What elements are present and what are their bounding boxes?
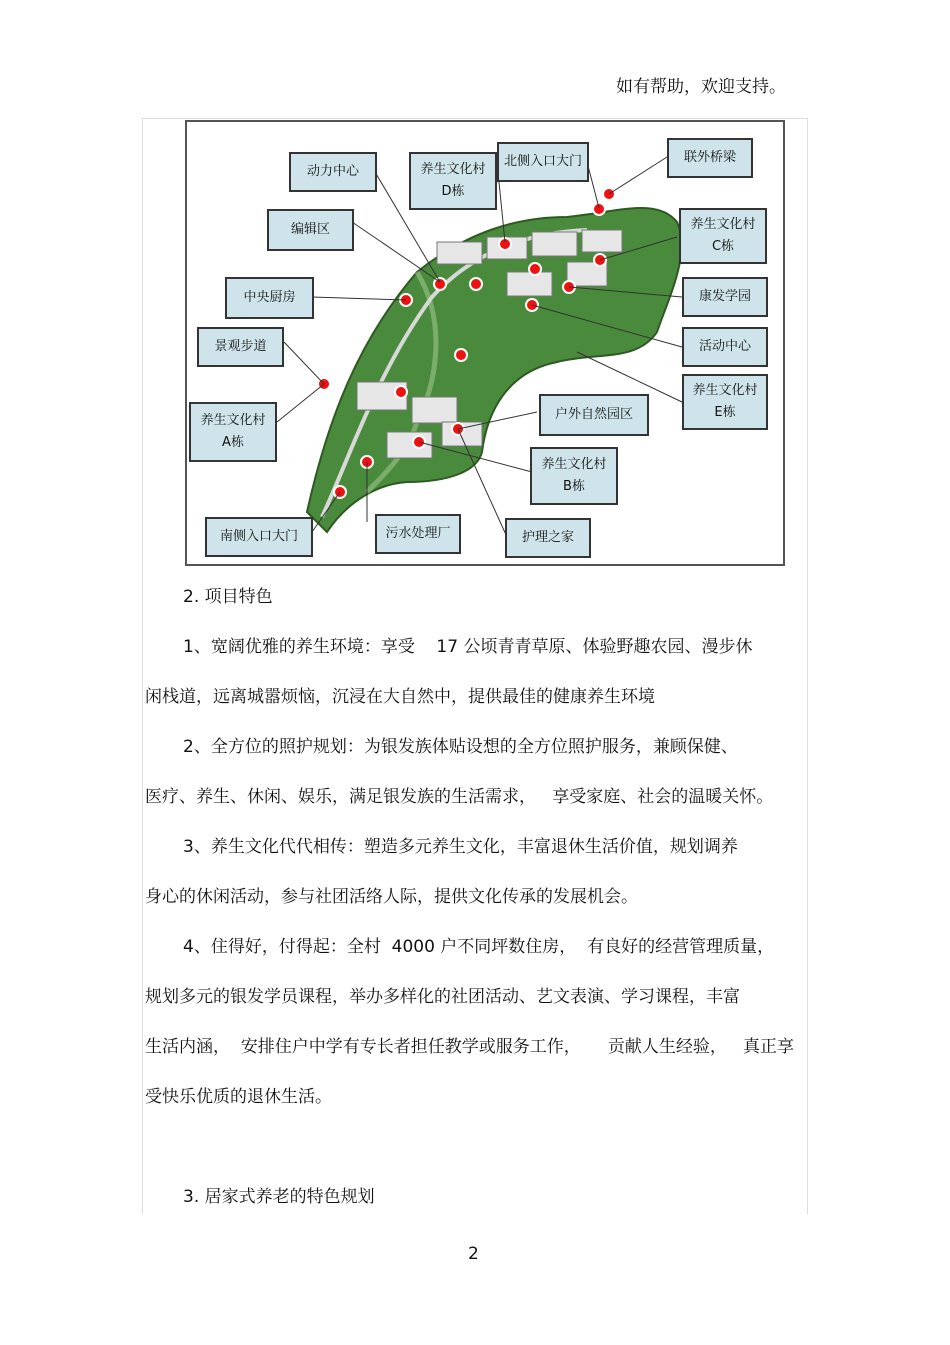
- label-walkway: 景观步道: [197, 327, 284, 367]
- section-2-line: 受快乐优质的退休生活。: [145, 1087, 332, 1107]
- section-2-line: 生活内涵， 安排住户中学有专长者担任教学或服务工作， 贡献人生经验， 真正享: [145, 1037, 795, 1057]
- label-care: 护理之家: [505, 518, 591, 558]
- label-roster: 编辑区: [267, 209, 354, 251]
- label-village-a: 养生文化村 A栋: [189, 402, 277, 462]
- section-2-line: 4、住得好，付得起：全村 4000 户不同坪数住房， 有良好的经营管理质量，: [183, 937, 775, 957]
- label-north-gate: 北侧入口大门: [497, 142, 589, 182]
- label-sewage: 污水处理厂: [375, 514, 461, 554]
- label-village-b: 养生文化村 B栋: [530, 447, 618, 505]
- label-activity: 活动中心: [682, 327, 768, 367]
- section-2-title: 2. 项目特色: [183, 587, 273, 607]
- label-village-c: 养生文化村 C栋: [679, 208, 767, 264]
- label-village-e: 养生文化村 E栋: [682, 374, 768, 430]
- label-bridge: 联外桥梁: [667, 138, 753, 178]
- label-dev: 康发学园: [682, 277, 768, 317]
- label-outdoor: 户外自然园区: [539, 394, 649, 436]
- section-2-line: 3、养生文化代代相传：塑造多元养生文化，丰富退休生活价值，规划调养: [183, 837, 738, 857]
- label-power-center: 动力中心: [289, 152, 377, 192]
- section-2-line: 闲栈道，远离城嚣烦恼，沉浸在大自然中，提供最佳的健康养生环境: [145, 687, 655, 707]
- section-2-line: 规划多元的银发学员课程，举办多样化的社团活动、艺文表演、学习课程，丰富: [145, 987, 740, 1007]
- section-3-title: 3. 居家式养老的特色规划: [183, 1187, 375, 1207]
- section-2-line: 身心的休闲活动，参与社团活络人际，提供文化传承的发展机会。: [145, 887, 638, 907]
- section-2-line: 1、宽阔优雅的养生环境：享受 17 公顷青青草原、体验野趣农园、漫步休: [183, 637, 753, 657]
- label-village-d: 养生文化村 D栋: [409, 152, 497, 210]
- section-2-line: 医疗、养生、休闲、娱乐，满足银发族的生活需求， 享受家庭、社会的温暖关怀。: [145, 787, 774, 807]
- page-number: 2: [468, 1244, 479, 1264]
- label-kitchen: 中央厨房: [225, 277, 314, 319]
- section-2-line: 2、全方位的照护规划：为银发族体贴设想的全方位照护服务，兼顾保健、: [183, 737, 738, 757]
- label-south-gate: 南侧入口大门: [205, 517, 313, 557]
- site-map: [185, 120, 785, 566]
- header-note: 如有帮助，欢迎支持。: [616, 77, 786, 97]
